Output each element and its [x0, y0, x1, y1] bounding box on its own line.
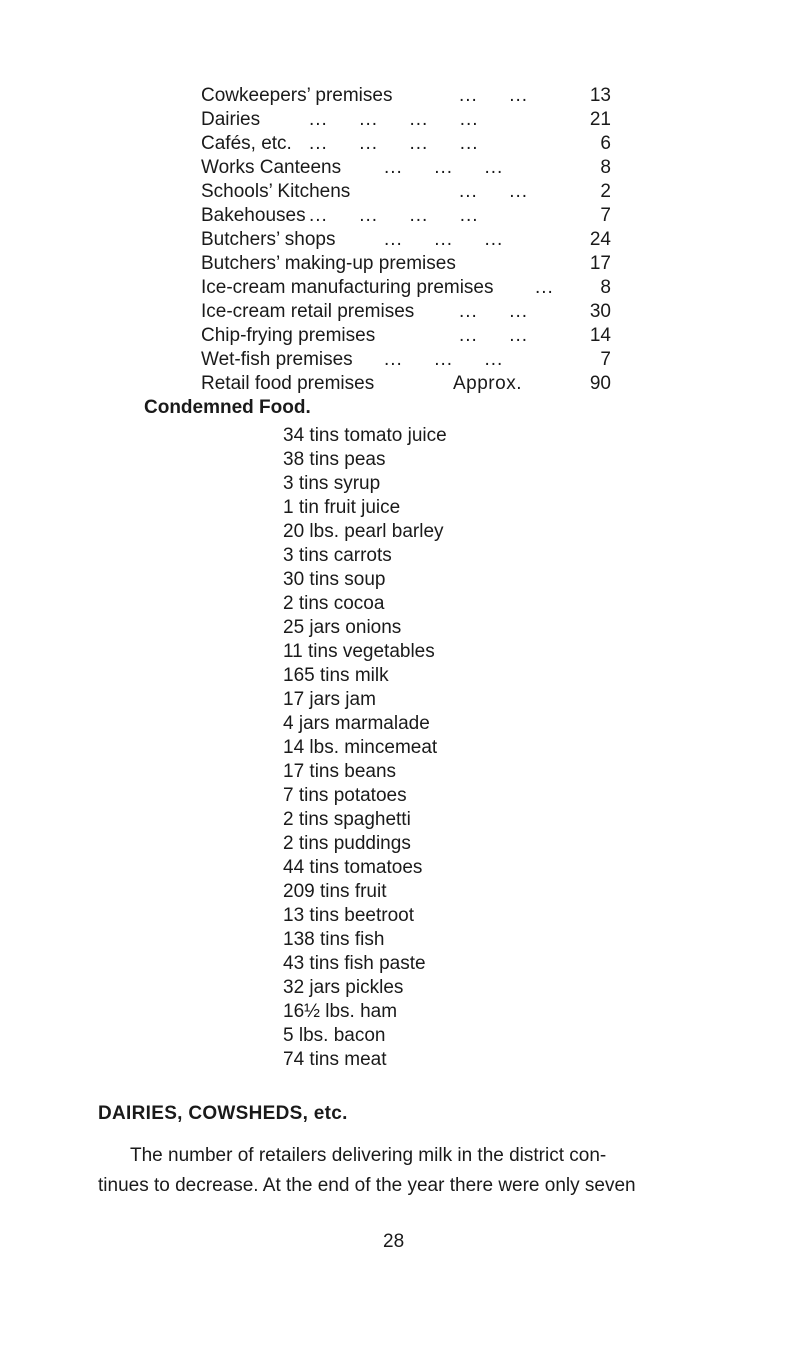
leader-dots: ... ... ... — [384, 157, 504, 178]
leader-dots: ... ... ... ... — [309, 109, 479, 130]
leader-dots: ... ... — [459, 301, 529, 322]
list-item: 14 lbs. mincemeat — [283, 737, 438, 758]
list-item: 74 tins meat — [283, 1049, 387, 1070]
list-item: 20 lbs. pearl barley — [283, 521, 444, 542]
premises-row — [201, 204, 621, 228]
premises-count: 30 — [589, 301, 611, 322]
premises-count: 6 — [600, 133, 611, 154]
premises-row — [201, 324, 621, 348]
list-item: 16½ lbs. ham — [283, 1001, 398, 1022]
premises-count: 7 — [600, 205, 611, 226]
premises-count: 17 — [589, 253, 611, 274]
premises-count: 21 — [589, 109, 611, 130]
premises-label: Cowkeepers’ premises — [201, 85, 393, 106]
premises-label: Bakehouses — [201, 205, 306, 226]
premises-count: 2 — [600, 181, 611, 202]
leader-dots: ... ... ... — [384, 229, 504, 250]
list-item: 43 tins fish paste — [283, 953, 426, 974]
premises-count: 90 — [589, 373, 611, 394]
list-item: 44 tins tomatoes — [283, 857, 423, 878]
leader-dots: ... ... — [459, 181, 529, 202]
list-item: 138 tins fish — [283, 929, 385, 950]
premises-label: Works Canteens — [201, 157, 342, 178]
list-item: 2 tins cocoa — [283, 593, 385, 614]
premises-row — [201, 180, 621, 204]
list-item: 25 jars onions — [283, 617, 402, 638]
page-number: 28 — [383, 1231, 405, 1252]
premises-label: Ice-cream manufacturing premises — [201, 277, 494, 298]
list-item: 1 tin fruit juice — [283, 497, 401, 518]
premises-row — [201, 132, 621, 156]
premises-label: Butchers’ shops — [201, 229, 336, 250]
leader-dots: ... ... ... ... — [309, 133, 479, 154]
list-item: 11 tins vegetables — [283, 641, 435, 662]
premises-count: 7 — [600, 349, 611, 370]
leader-dots: ... ... — [459, 85, 529, 106]
premises-label: Butchers’ making-up premises — [201, 253, 456, 274]
premises-label: Cafés, etc. — [201, 133, 292, 154]
premises-count: 24 — [589, 229, 611, 250]
premises-row — [201, 228, 621, 252]
leader-dots: ... — [535, 277, 554, 298]
leader-dots: ... ... ... ... — [309, 205, 479, 226]
body-paragraph — [98, 1141, 710, 1201]
premises-row — [201, 372, 621, 396]
premises-row — [201, 348, 621, 372]
premises-row — [201, 108, 621, 132]
premises-label: Chip-frying premises — [201, 325, 376, 346]
paragraph-line: The number of retailers delivering milk in the district con- — [130, 1145, 607, 1166]
dairies-heading: DAIRIES, COWSHEDS, etc. — [98, 1103, 348, 1124]
list-item: 34 tins tomato juice — [283, 425, 447, 446]
list-item: 3 tins carrots — [283, 545, 392, 566]
premises-count: 14 — [589, 325, 611, 346]
list-item: 38 tins peas — [283, 449, 386, 470]
list-item: 165 tins milk — [283, 665, 389, 686]
premises-label: Wet-fish premises — [201, 349, 353, 370]
list-item: 7 tins potatoes — [283, 785, 407, 806]
premises-label: Retail food premises — [201, 373, 375, 394]
list-item: 5 lbs. bacon — [283, 1025, 386, 1046]
approx-label: Approx. — [453, 373, 522, 394]
premises-count: 13 — [589, 85, 611, 106]
list-item: 17 jars jam — [283, 689, 376, 710]
premises-row — [201, 156, 621, 180]
premises-count: 8 — [600, 277, 611, 298]
list-item: 2 tins spaghetti — [283, 809, 411, 830]
premises-row — [201, 300, 621, 324]
premises-row — [201, 84, 621, 108]
premises-table — [201, 84, 621, 396]
list-item: 209 tins fruit — [283, 881, 387, 902]
premises-label: Schools’ Kitchens — [201, 181, 351, 202]
condemned-food-heading: Condemned Food. — [144, 397, 311, 418]
leader-dots: ... ... — [459, 325, 529, 346]
premises-count: 8 — [600, 157, 611, 178]
premises-row — [201, 276, 621, 300]
list-item: 2 tins puddings — [283, 833, 411, 854]
list-item: 3 tins syrup — [283, 473, 381, 494]
leader-dots: ... ... ... — [384, 349, 504, 370]
premises-label: Dairies — [201, 109, 261, 130]
list-item: 30 tins soup — [283, 569, 386, 590]
list-item: 17 tins beans — [283, 761, 397, 782]
paragraph-line: tinues to decrease. At the end of the year there were only seven — [98, 1175, 636, 1196]
list-item: 4 jars marmalade — [283, 713, 430, 734]
condemned-food-list — [283, 424, 447, 1072]
premises-label: Ice-cream retail premises — [201, 301, 415, 322]
list-item: 32 jars pickles — [283, 977, 404, 998]
list-item: 13 tins beetroot — [283, 905, 414, 926]
premises-row — [201, 252, 621, 276]
